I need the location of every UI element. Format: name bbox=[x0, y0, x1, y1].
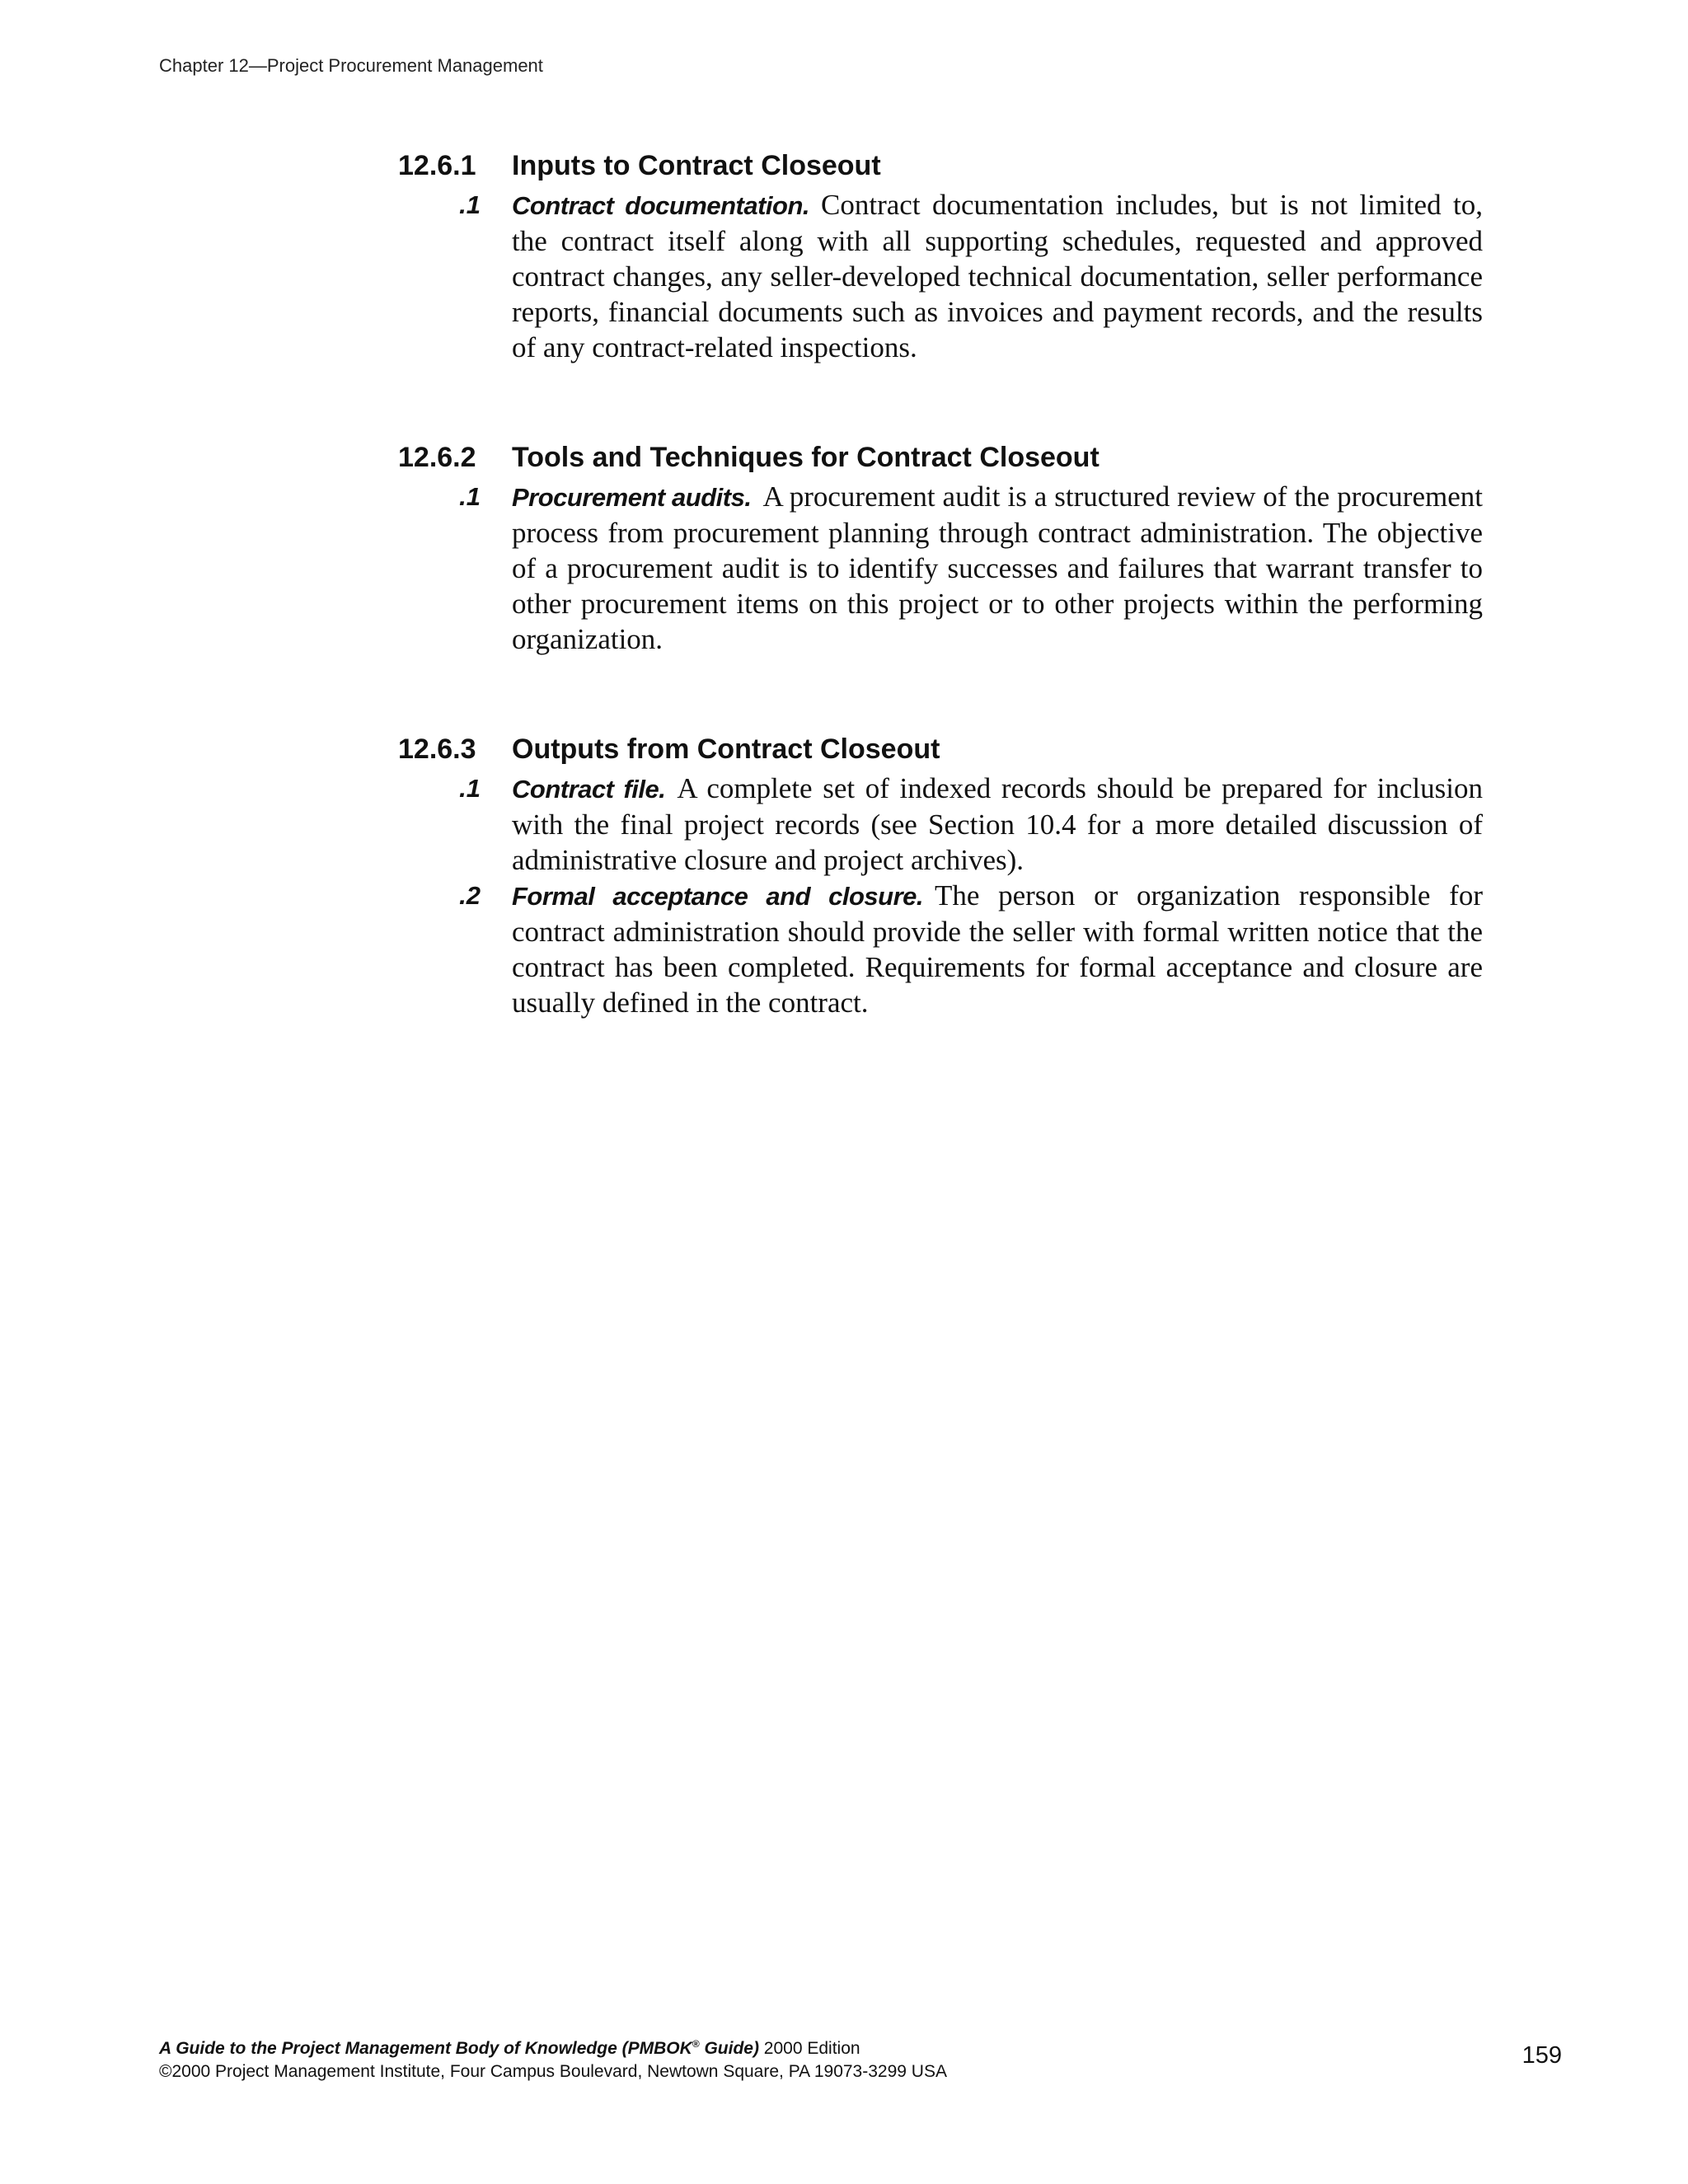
list-item bbox=[398, 187, 1483, 365]
item-number: .1 bbox=[459, 482, 481, 511]
item-title: Contract file. bbox=[512, 775, 666, 804]
item-body bbox=[512, 771, 1483, 878]
footer-book-title bbox=[159, 2039, 759, 2058]
item-number: .2 bbox=[459, 881, 481, 910]
item-number: .1 bbox=[459, 190, 481, 219]
page-number: 159 bbox=[1522, 2042, 1562, 2069]
footer-title-line bbox=[159, 2032, 947, 2060]
item-description: Contract documentation includes, but is not limited to, the contract itself along with all supporting schedules, requested and approved contract changes, any seller-developed technical documentation, seller performance reports, financial documents such as invoices and payment records, and the results of any contract-related inspections. bbox=[512, 189, 1483, 363]
running-head: Chapter 12—Project Procurement Management bbox=[159, 55, 543, 76]
section-heading bbox=[398, 728, 1483, 771]
page-footer bbox=[159, 2032, 947, 2083]
item-title: Formal acceptance and closure. bbox=[512, 882, 923, 911]
section-title: Outputs from Contract Closeout bbox=[512, 733, 940, 765]
item-title: Contract documentation. bbox=[512, 191, 810, 220]
list-item bbox=[398, 479, 1483, 657]
item-description: A complete set of indexed records should be prepared for inclusion with the final project records (see Section 10.4 for a more detailed discussion of administrative closure and project archives). bbox=[512, 772, 1483, 876]
section-inputs bbox=[398, 144, 1483, 365]
section-number: 12.6.3 bbox=[398, 733, 476, 765]
registered-mark: ® bbox=[692, 2038, 700, 2050]
section-title: Inputs to Contract Closeout bbox=[512, 150, 881, 181]
section-number: 12.6.2 bbox=[398, 442, 476, 473]
section-outputs bbox=[398, 728, 1483, 1020]
item-body bbox=[512, 479, 1483, 657]
list-item bbox=[398, 878, 1483, 1020]
item-description: The person or organization responsible for contract administration should provide the seller with formal written notice that the contract has been completed. Requirements for formal acceptance and closure are usually defined in the contract. bbox=[512, 879, 1483, 1019]
item-description: A procurement audit is a structured review of the procurement process from procurement planning through contract administration. The objective of a procurement audit is to identify successes and failures that warrant transfer to other procurement items on this project or to other projects within the performing organization. bbox=[512, 480, 1483, 655]
section-title: Tools and Techniques for Contract Closeout bbox=[512, 442, 1100, 473]
list-item bbox=[398, 771, 1483, 878]
item-title: Procurement audits. bbox=[512, 483, 752, 512]
section-number: 12.6.1 bbox=[398, 150, 476, 181]
footer-copyright: ©2000 Project Management Institute, Four Campus Boulevard, Newtown Square, PA 19073-3299 USA bbox=[159, 2062, 947, 2081]
item-body bbox=[512, 187, 1483, 365]
footer-title-suffix: Guide) bbox=[699, 2039, 759, 2058]
section-tools bbox=[398, 436, 1483, 657]
section-heading bbox=[398, 436, 1483, 479]
item-number: .1 bbox=[459, 774, 481, 803]
footer-edition: 2000 Edition bbox=[758, 2039, 860, 2058]
footer-title-prefix: A Guide to the Project Management Body of Knowledge (PMBOK bbox=[159, 2039, 692, 2058]
item-body bbox=[512, 878, 1483, 1020]
page-content bbox=[398, 144, 1483, 1091]
section-heading bbox=[398, 144, 1483, 187]
